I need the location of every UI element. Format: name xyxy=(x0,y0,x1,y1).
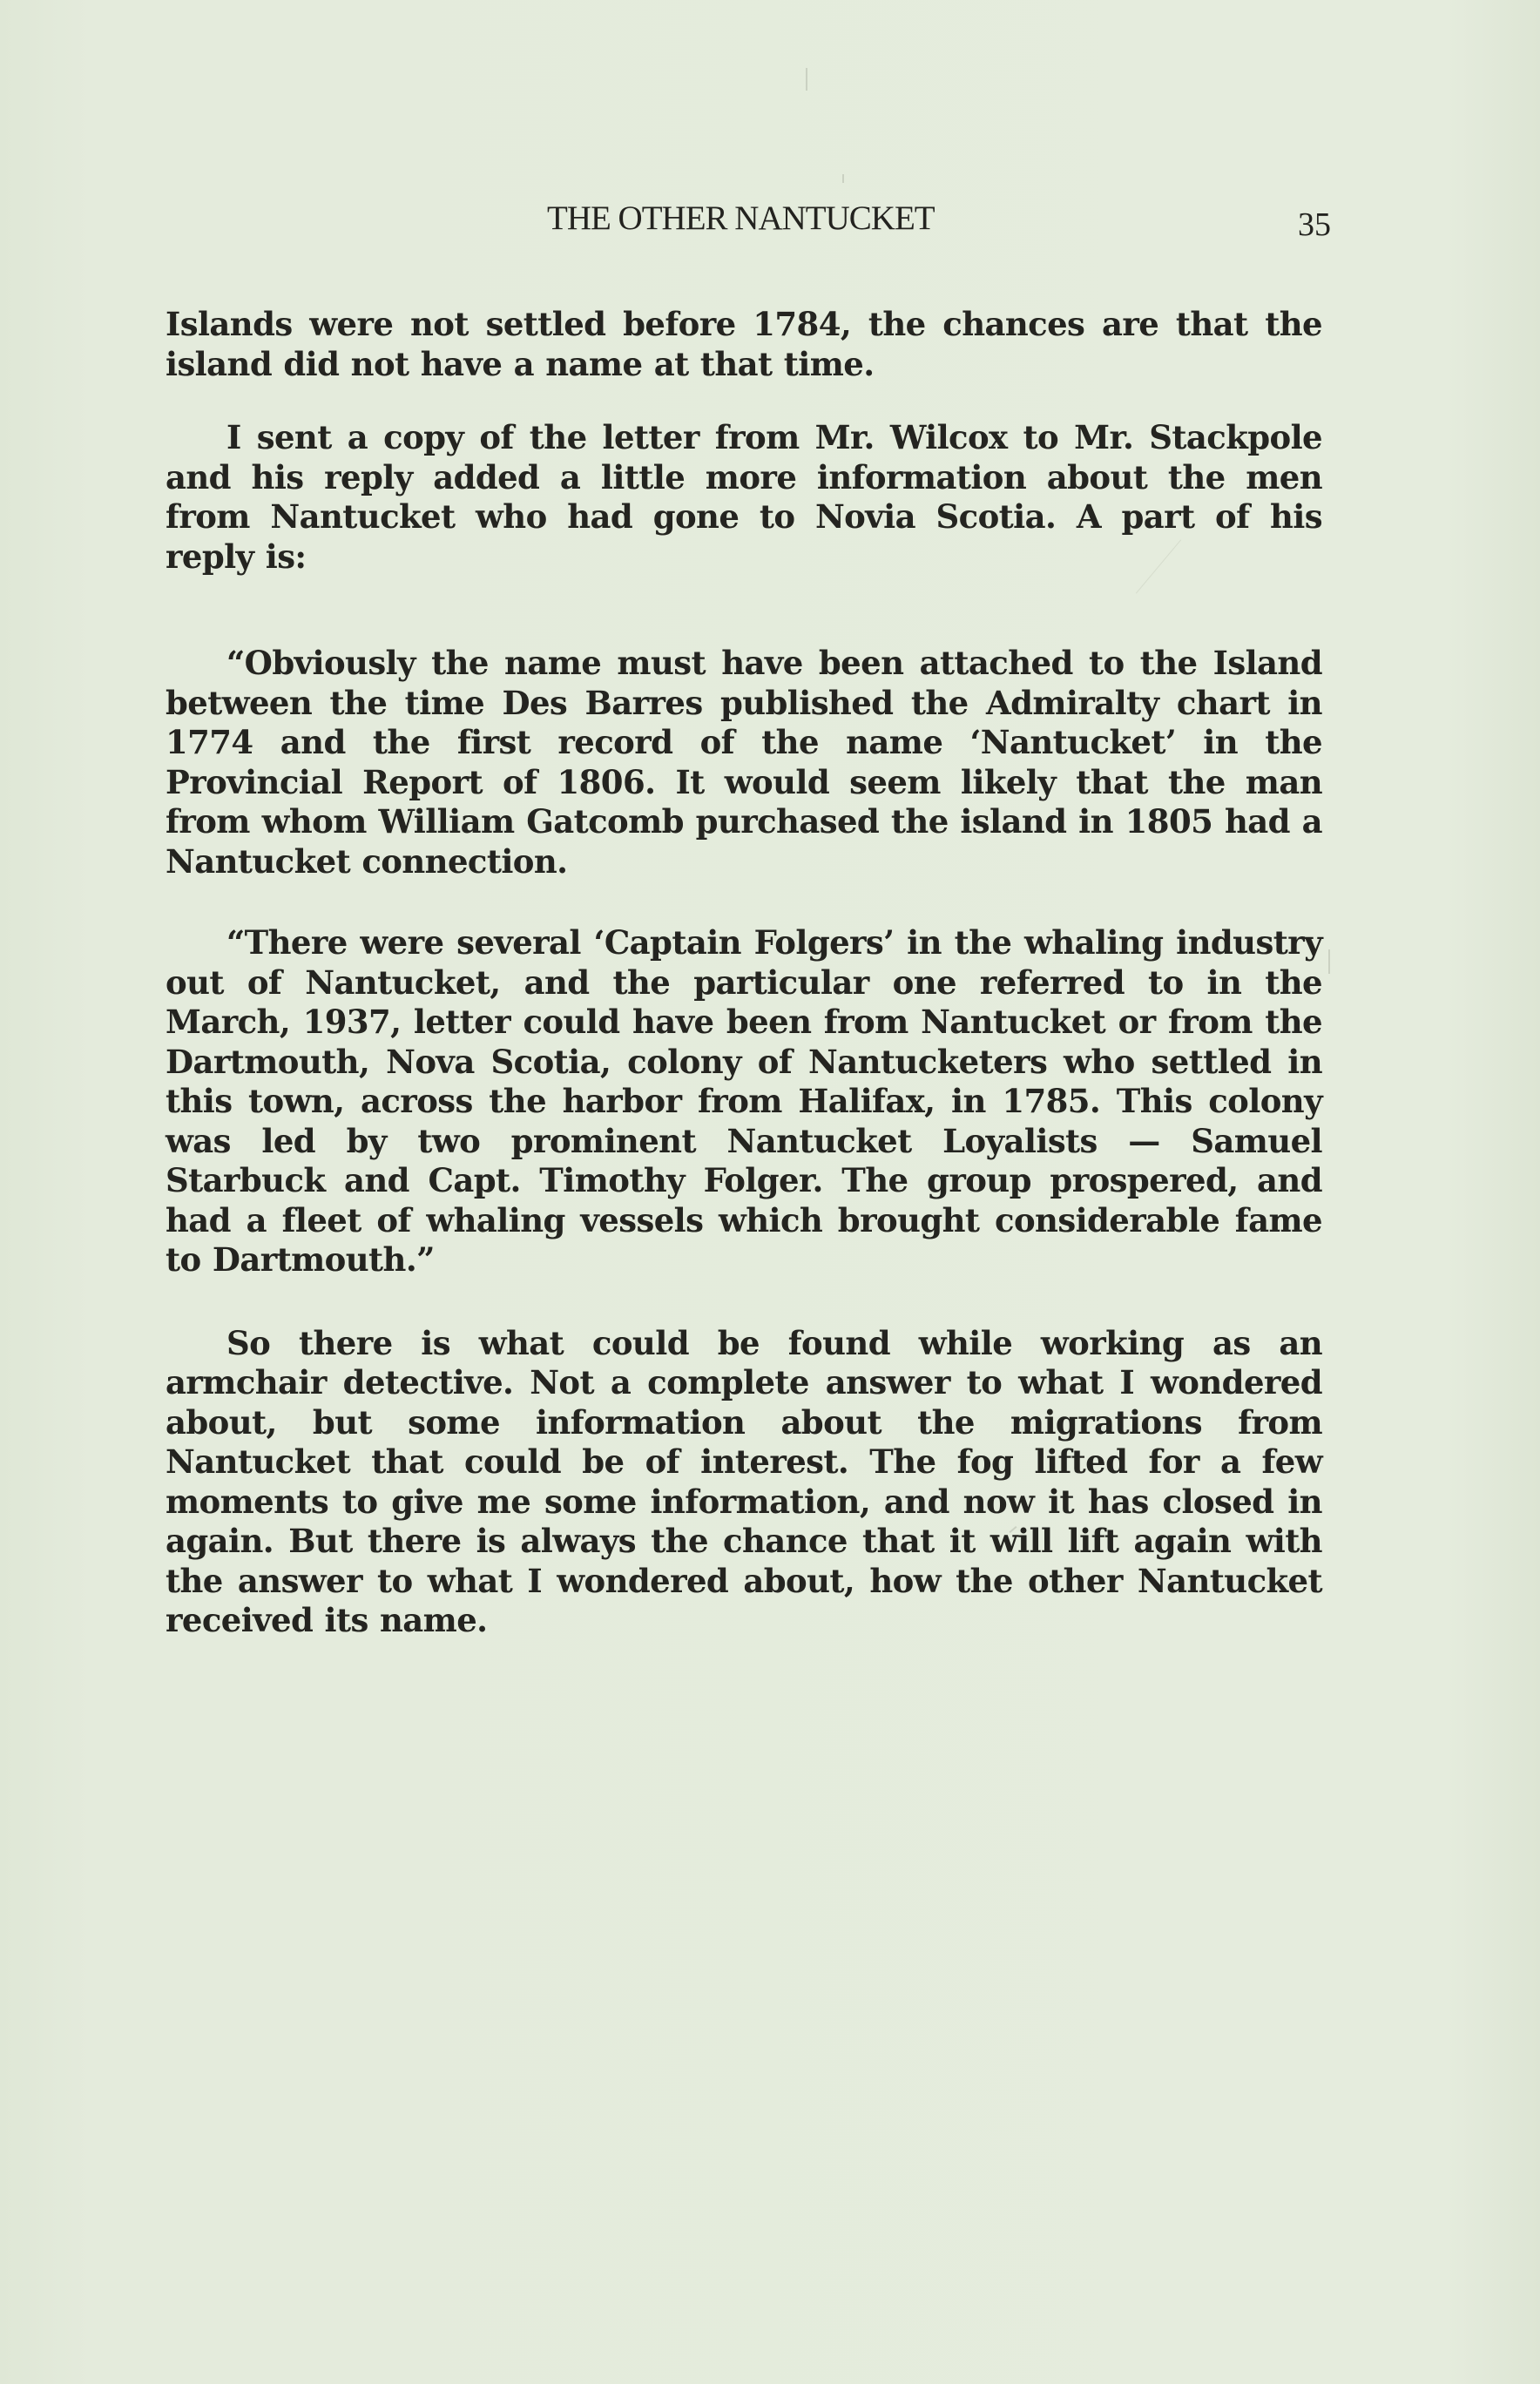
scan-speck xyxy=(842,174,844,183)
quote-paragraph-1: “Obviously the name must have been attached to the Island between the time Des Barres published the Admiralty chart in 1774 and the first record of the name ‘Nantucket’ in the Provincial Report of 1806. It would seem likely that the man from whom William Gatcomb purchased the island in 1805 had a Nantucket connection. xyxy=(165,644,1322,881)
scan-speck xyxy=(806,68,807,91)
paragraph-closing: So there is what could be found while working as an armchair detective. Not a complete answer to what I wondered about, but some information about the migrations from Nantucket that could be of interest. The fog lifted for a few moments to give me some information, and now it has closed in again. But there is always the chance that it will lift again with the answer to what I wondered about, how the other Nantucket received its name. xyxy=(165,1323,1322,1639)
paragraph-1: Islands were not settled before 1784, the chances are that the island did not have a name at that time. xyxy=(165,305,1322,383)
paragraph-2: I sent a copy of the letter from Mr. Wilcox to Mr. Stackpole and his reply added a little more information about the men from Nantucket who had gone to Novia Scotia. A part of his reply is: xyxy=(165,418,1322,576)
body-text xyxy=(165,305,1322,1641)
scan-speck xyxy=(1328,949,1330,974)
running-head: THE OTHER NANTUCKET xyxy=(547,199,935,237)
page-number: 35 xyxy=(1298,206,1331,243)
quote-paragraph-2: “There were several ‘Captain Folgers’ in the whaling industry out of Nantucket, and the particular one referred to in the March, 1937, letter could have been from Nantucket or from the Dartmouth, Nova Scotia, colony of Nantucketers who settled in this town, across the harbor from Halifax, in 1785. This colony was led by two prominent Nantucket Loyalists — Samuel Starbuck and Capt. Timothy Folger. The group prospered, and had a fleet of whaling vessels which brought considerable fame to Dartmouth.” xyxy=(165,923,1322,1279)
